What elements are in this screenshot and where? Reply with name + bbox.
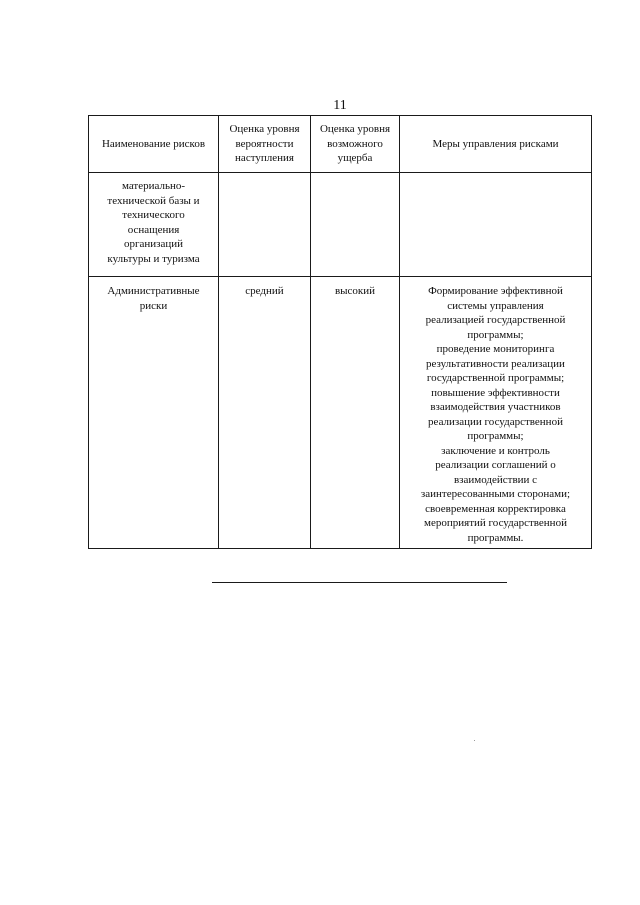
cell-damage (311, 277, 400, 549)
cell-text-line: возможного (327, 137, 383, 150)
table-row (89, 173, 592, 277)
cell-measures (400, 277, 592, 549)
cell-text-line: высокий (334, 285, 376, 297)
cell-text-line: заключение и контроль (441, 444, 550, 457)
cell-probability (219, 173, 311, 277)
cell-text-line: ущерба (337, 152, 373, 165)
cell-text-line: Оценка уровня (229, 123, 300, 136)
cell-text-line: материально- (121, 180, 186, 192)
cell-risk-name (89, 173, 219, 277)
cell-text-line: результативности реализации (426, 357, 565, 370)
cell-text-line: взаимодействия участников (430, 401, 561, 413)
cell-text-line: реализации государственной (428, 415, 563, 428)
cell-text-line: Административные (107, 285, 200, 297)
cell-text-line: программы; (467, 430, 524, 442)
header-damage (311, 116, 400, 173)
cell-text-line: повышение эффективности (431, 386, 560, 399)
header-risk-name (89, 116, 219, 173)
header-measures (400, 116, 592, 173)
cell-text-line: средний (245, 285, 284, 297)
cell-text-line: системы управления (447, 299, 544, 312)
cell-text-line: своевременная корректировка (425, 502, 566, 515)
cell-text-line: вероятности (235, 137, 294, 150)
table-header-row (89, 116, 592, 173)
table-row (89, 277, 592, 549)
cell-text-line: Наименование рисков (101, 137, 206, 150)
cell-text-line: наступления (235, 152, 294, 165)
cell-text-line: Меры управления рисками (432, 137, 559, 150)
cell-text-line: программы; (467, 328, 524, 341)
cell-text-line: технического (122, 209, 185, 221)
cell-text-line: организаций (123, 238, 184, 250)
cell-risk-name (89, 277, 219, 549)
end-of-document-rule (212, 582, 507, 583)
header-probability (219, 116, 311, 173)
page-number: 11 (333, 98, 347, 113)
cell-text-line: государственной программы; (426, 372, 565, 384)
cell-text-line: культуры и туризма (107, 252, 200, 265)
cell-text-line: реализацией государственной (425, 314, 566, 326)
cell-text-line: Оценка уровня (319, 123, 391, 136)
cell-text-line: риски (139, 299, 168, 312)
cell-text-line: оснащения (127, 223, 180, 236)
cell-text-line: технической базы и (107, 194, 200, 207)
cell-text-line: заинтересованными сторонами; (420, 488, 571, 500)
cell-text-line: Формирование эффективной (428, 285, 563, 297)
cell-text-line: программы. (467, 531, 524, 544)
cell-probability (219, 277, 311, 549)
cell-text-line: мероприятий государственной (424, 517, 567, 529)
cell-text-line: реализации соглашений о (435, 459, 556, 471)
cell-text-line: проведение мониторинга (436, 343, 555, 355)
cell-text-line: взаимодействии с (453, 473, 538, 486)
risk-management-table (88, 115, 592, 549)
cell-measures (400, 173, 592, 277)
scan-speck (474, 740, 475, 741)
cell-damage (311, 173, 400, 277)
